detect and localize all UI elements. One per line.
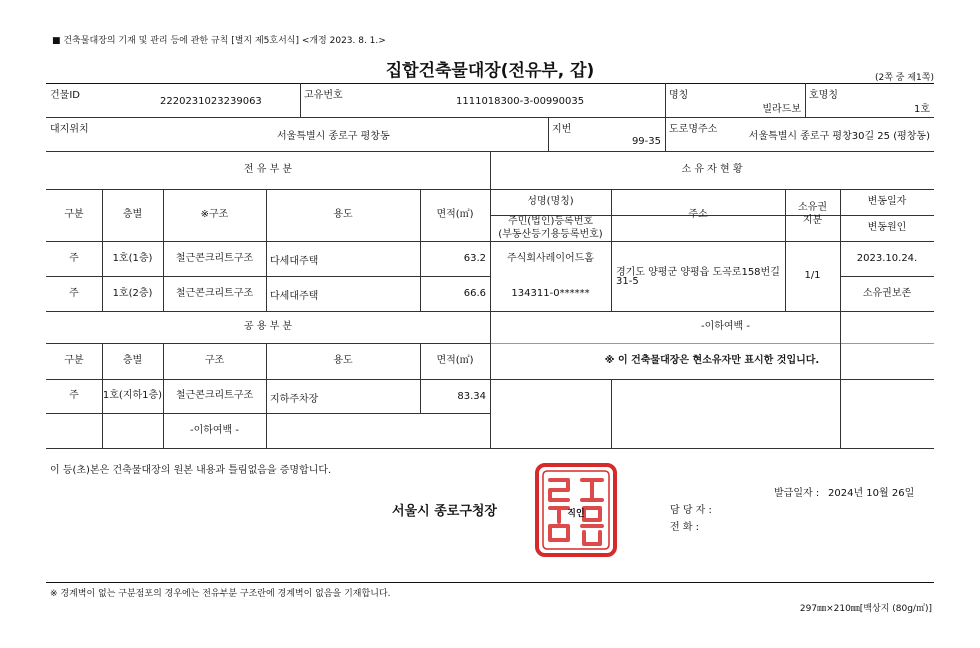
exclusive-row-1-structure: 철근콘크리트구조 <box>175 252 254 264</box>
owner-section-title: 소 유 자 현 황 <box>681 164 743 175</box>
common-blank-note: -이하여백 - <box>189 424 240 436</box>
name-label: 명칭 <box>669 90 689 101</box>
owner-share: 1/1 <box>804 270 821 281</box>
common-header-division: 구분 <box>64 355 84 366</box>
owner-notice: ※ 이 건축물대장은 현소유자만 표시한 것입니다. <box>604 355 820 366</box>
issue-date-label: 발급일자 : <box>774 488 820 499</box>
unique-no: 1111018300-3-00990035 <box>456 96 585 107</box>
official-seal <box>534 462 618 558</box>
exclusive-row-1-area: 63.2 <box>463 253 486 264</box>
owner-address-line-2: 31-5 <box>616 276 639 287</box>
staff-label: 담 당 자 : <box>670 505 712 516</box>
form-note: ■ 건축물대장의 기재 및 관리 등에 관한 규칙 [별지 제5호서식] <개정 2023. 8. 1.> <box>52 36 386 46</box>
owner-name: 주식회사레이어드홈 <box>507 252 594 264</box>
owner-id-header-1: 주민(법인)등록번호 <box>507 215 594 227</box>
change-reason-header: 변동원인 <box>867 222 907 233</box>
certify-text: 이 등(초)본은 건축물대장의 원본 내용과 틀림없음을 증명합니다. <box>50 465 332 476</box>
owner-id: 134311-0****** <box>511 287 590 299</box>
lot-number: 99-35 <box>631 136 661 147</box>
seal-label: 직인 <box>567 509 585 519</box>
exclusive-row-2-structure: 철근콘크리트구조 <box>175 287 254 299</box>
site-label: 대지위치 <box>50 124 89 135</box>
common-header-structure: 구조 <box>204 355 225 366</box>
owner-share-header-2: 지분 <box>802 214 823 226</box>
road-label: 도로명주소 <box>669 124 718 135</box>
footnote: ※ 경계벽이 없는 구분점포의 경우에는 전유부분 구조란에 경계벽이 없음을 기재합니다. <box>50 589 391 599</box>
lot-label: 지번 <box>552 124 572 135</box>
exclusive-header-usage: 용도 <box>333 209 353 220</box>
common-header-floor: 층별 <box>122 355 143 366</box>
exclusive-row-2-area: 66.6 <box>463 288 486 299</box>
document-title: 집합건축물대장(전유부, 갑) <box>385 61 595 81</box>
road-address: 서울특별시 종로구 평창30길 25 (평창동) <box>748 131 930 142</box>
owner-share-header-1: 소유권 <box>798 201 827 213</box>
exclusive-header-area: 면적(㎡) <box>436 209 474 220</box>
exclusive-section-title: 전 유 부 분 <box>243 164 293 175</box>
exclusive-header-division: 구분 <box>64 209 84 220</box>
change-date-header: 변동일자 <box>867 196 907 207</box>
exclusive-row-2-usage: 다세대주택 <box>270 291 319 302</box>
common-row-1-area: 83.34 <box>457 390 486 402</box>
exclusive-row-1-floor: 1호(1층) <box>112 252 153 264</box>
exclusive-row-2-floor: 1호(2층) <box>112 287 153 299</box>
building-id: 2220231023239063 <box>160 96 262 107</box>
exclusive-row-1-division: 주 <box>69 252 79 264</box>
exclusive-header-floor: 층별 <box>122 209 143 220</box>
exclusive-row-1-usage: 다세대주택 <box>270 256 319 267</box>
exclusive-header-structure: ※구조 <box>200 209 229 220</box>
common-header-usage: 용도 <box>333 355 353 366</box>
owner-address-line-1: 경기도 양평군 양평읍 도곡로158번길 <box>616 267 780 278</box>
common-header-area: 면적(㎡) <box>436 355 474 366</box>
paper-spec: 297㎜×210㎜[백상지 (80g/㎡)] <box>799 604 932 614</box>
owner-address-header: 주소 <box>688 209 708 220</box>
change-date: 2023.10.24. <box>856 252 918 264</box>
issue-date: 2024년 10월 26일 <box>828 488 915 499</box>
owner-blank-note: -이하여백 - <box>700 321 751 332</box>
page-info: (2쪽 중 제1쪽) <box>875 73 934 83</box>
building-id-label: 건물ID <box>50 90 80 101</box>
site-location: 서울특별시 종로구 평창동 <box>277 131 390 142</box>
unit-name-label: 호명칭 <box>809 90 838 101</box>
common-row-1-structure: 철근콘크리트구조 <box>175 390 254 401</box>
unique-no-label: 고유번호 <box>304 90 343 101</box>
common-row-1-usage: 지하주차장 <box>270 394 319 405</box>
exclusive-row-2-division: 주 <box>69 287 79 299</box>
owner-id-header-2: (부동산등기용등록번호) <box>498 228 603 240</box>
common-row-1-floor: 1호(지하1층) <box>102 390 163 401</box>
phone-label: 전 화 : <box>670 522 700 533</box>
change-reason: 소유권보존 <box>862 287 912 299</box>
building-name: 빌라드보 <box>762 104 801 115</box>
issuer-name: 서울시 종로구청장 <box>392 504 497 519</box>
owner-name-header: 성명(명칭) <box>527 196 574 207</box>
common-row-1-division: 주 <box>69 390 79 401</box>
unit-name: 1호 <box>913 104 930 115</box>
common-section-title: 공 용 부 분 <box>243 321 293 332</box>
